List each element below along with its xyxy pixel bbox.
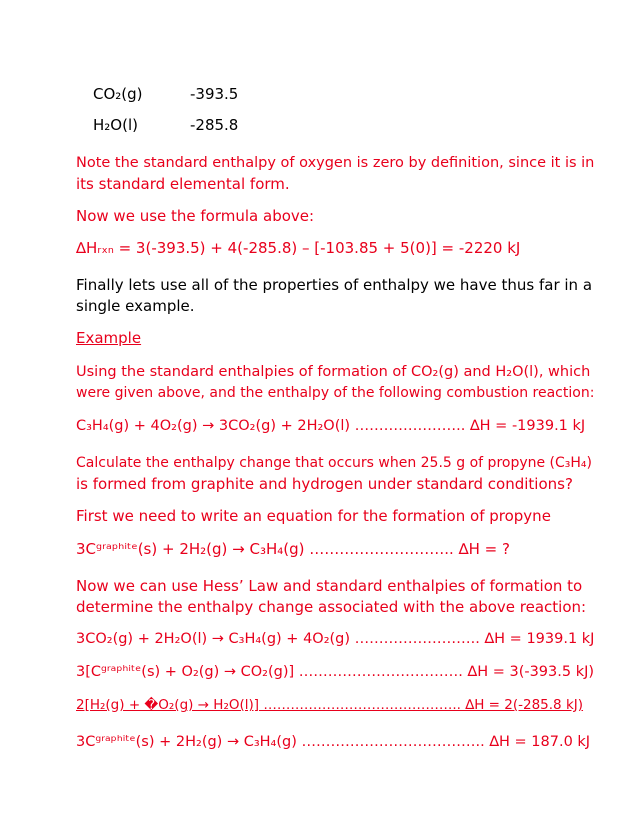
note-line-1: Note the standard enthalpy of oxygen is zero by definition, since it is in	[76, 155, 595, 171]
hess-line-2: determine the enthalpy change associated with the above reaction:	[76, 598, 587, 616]
formation-equation: 3Cᵍʳᵃᵖʰⁱᵗᵉ(s) + 2H₂(g) → C₃H₄(g) ……………………….. ∆H = ?	[76, 540, 510, 558]
hess-result: 3Cᵍʳᵃᵖʰⁱᵗᵉ(s) + 2H₂(g) → C₃H₄(g) ……………………………….. ∆H = 187.0 kJ	[76, 734, 591, 750]
table-cell-value: -393.5	[190, 85, 239, 103]
hess-step-1: 3CO₂(g) + 2H₂O(l) → C₃H₄(g) + 4O₂(g) …………………….. ∆H = 1939.1 kJ	[76, 631, 595, 647]
using-line-2: were given above, and the enthalpy of the following combustion reaction:	[76, 385, 595, 401]
calculate-line-2: is formed from graphite and hydrogen under standard conditions?	[76, 475, 573, 493]
combustion-equation: C₃H₄(g) + 4O₂(g) → 3CO₂(g) + 2H₂O(l) ………………….. ∆H = -1939.1 kJ	[76, 418, 586, 434]
note-line-2: its standard elemental form.	[76, 175, 290, 193]
first-step-text: First we need to write an equation for the formation of propyne	[76, 507, 551, 525]
example-heading: Example	[76, 329, 142, 347]
table-cell-species: CO₂(g)	[93, 85, 143, 103]
hess-step-2: 3[Cᵍʳᵃᵖʰⁱᵗᵉ(s) + O₂(g) → CO₂(g)] ……………………………. ∆H = 3(-393.5 kJ)	[76, 664, 595, 680]
table-cell-value: -285.8	[190, 116, 239, 134]
using-line-1: Using the standard enthalpies of formation of CO₂(g) and H₂O(l), which	[76, 364, 591, 380]
calculate-line-1: Calculate the enthalpy change that occurs when 25.5 g of propyne (C₃H₄)	[76, 455, 593, 471]
finally-line-2: single example.	[76, 297, 195, 315]
hess-line-1: Now we can use Hess’ Law and standard enthalpies of formation to	[76, 577, 583, 595]
dh-rxn-equation: ∆Hᵣₓₙ = 3(-393.5) + 4(-285.8) – [-103.85 + 5(0)] = -2220 kJ	[76, 239, 521, 257]
table-cell-species: H₂O(l)	[93, 116, 138, 134]
formula-intro: Now we use the formula above:	[76, 207, 315, 225]
hess-step-3: 2[H₂(g) + �O₂(g) → H₂O(l)] …………………………………….. ∆H = 2(-285.8 kJ)	[76, 697, 584, 713]
finally-line-1: Finally lets use all of the properties of enthalpy we have thus far in a	[76, 276, 593, 294]
